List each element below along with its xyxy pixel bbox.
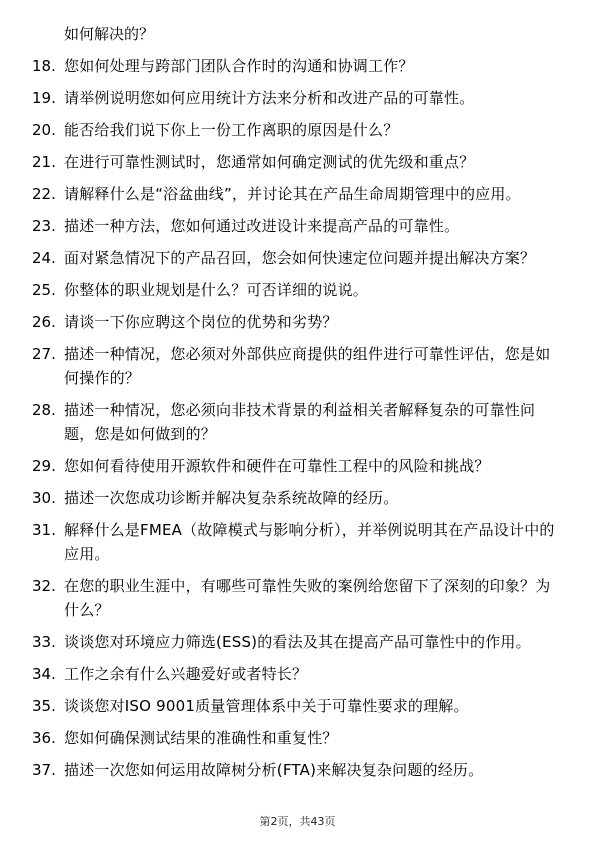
- question-number: 28.: [32, 401, 56, 419]
- question-text: 您如何确保测试结果的准确性和重复性？: [64, 729, 338, 747]
- question-item: [0, 246, 595, 270]
- question-text: 解释什么是FMEA（故障模式与影响分析），并举例说明其在产品设计中的应用。: [64, 521, 555, 563]
- question-item: [0, 726, 595, 750]
- question-list: [0, 54, 595, 790]
- question-number: 33.: [32, 633, 56, 651]
- question-text: 您如何看待使用开源软件和硬件在可靠性工程中的风险和挑战？: [64, 457, 490, 475]
- question-number: 20.: [32, 121, 56, 139]
- question-number: 34.: [32, 665, 56, 683]
- question-number: 36.: [32, 729, 56, 747]
- question-text: 描述一次您如何运用故障树分析(FTA)来解决复杂问题的经历。: [64, 761, 484, 779]
- question-item: [0, 150, 595, 174]
- question-item: [0, 214, 595, 238]
- question-text: 谈谈您对ISO 9001质量管理体系中关于可靠性要求的理解。: [64, 697, 469, 715]
- question-text: 您如何处理与跨部门团队合作时的沟通和协调工作？: [64, 57, 414, 75]
- question-text: 请解释什么是“浴盆曲线”，并讨论其在产品生命周期管理中的应用。: [64, 185, 521, 203]
- question-item: [0, 486, 595, 510]
- question-text: 谈谈您对环境应力筛选(ESS)的看法及其在提高产品可靠性中的作用。: [64, 633, 531, 651]
- question-item: [0, 398, 595, 446]
- page-footer: [0, 815, 595, 829]
- continuation-text: 如何解决的？: [64, 25, 155, 43]
- question-item: [0, 758, 595, 782]
- question-item: [0, 574, 595, 622]
- page-number-label: 第2页，共43页: [259, 815, 336, 828]
- question-item: [0, 694, 595, 718]
- question-item: [0, 662, 595, 686]
- question-text: 在您的职业生涯中，有哪些可靠性失败的案例给您留下了深刻的印象？为什么？: [64, 577, 551, 619]
- question-number: 29.: [32, 457, 56, 475]
- question-text: 描述一次您成功诊断并解决复杂系统故障的经历。: [64, 489, 399, 507]
- question-number: 35.: [32, 697, 56, 715]
- question-text: 请谈一下你应聘这个岗位的优势和劣势？: [64, 313, 338, 331]
- question-number: 22.: [32, 185, 56, 203]
- question-item: [0, 518, 595, 566]
- question-text: 描述一种情况，您必须向非技术背景的利益相关者解释复杂的可靠性问题，您是如何做到的？: [64, 401, 536, 443]
- question-number: 27.: [32, 345, 56, 363]
- question-text: 工作之余有什么兴趣爱好或者特长？: [64, 665, 308, 683]
- question-item: [0, 118, 595, 142]
- question-number: 23.: [32, 217, 56, 235]
- question-text: 面对紧急情况下的产品召回，您会如何快速定位问题并提出解决方案？: [64, 249, 536, 267]
- question-item: [0, 630, 595, 654]
- question-item: [0, 310, 595, 334]
- question-item: [0, 278, 595, 302]
- question-number: 26.: [32, 313, 56, 331]
- question-number: 31.: [32, 521, 56, 539]
- question-item: [0, 182, 595, 206]
- question-text: 请举例说明您如何应用统计方法来分析和改进产品的可靠性。: [64, 89, 475, 107]
- question-text: 描述一种情况，您必须对外部供应商提供的组件进行可靠性评估，您是如何操作的？: [64, 345, 551, 387]
- question-text: 你整体的职业规划是什么？可否详细的说说。: [64, 281, 369, 299]
- question-item: [0, 342, 595, 390]
- question-number: 32.: [32, 577, 56, 595]
- question-number: 18.: [32, 57, 56, 75]
- question-number: 19.: [32, 89, 56, 107]
- question-item: [0, 54, 595, 78]
- question-number: 25.: [32, 281, 56, 299]
- question-item: [0, 454, 595, 478]
- question-number: 21.: [32, 153, 56, 171]
- question-text: 在进行可靠性测试时，您通常如何确定测试的优先级和重点？: [64, 153, 475, 171]
- question-number: 30.: [32, 489, 56, 507]
- question-item: [0, 86, 595, 110]
- question-number: 24.: [32, 249, 56, 267]
- question-text: 能否给我们说下你上一份工作离职的原因是什么？: [64, 121, 399, 139]
- question-text: 描述一种方法，您如何通过改进设计来提高产品的可靠性。: [64, 217, 460, 235]
- question-number: 37.: [32, 761, 56, 779]
